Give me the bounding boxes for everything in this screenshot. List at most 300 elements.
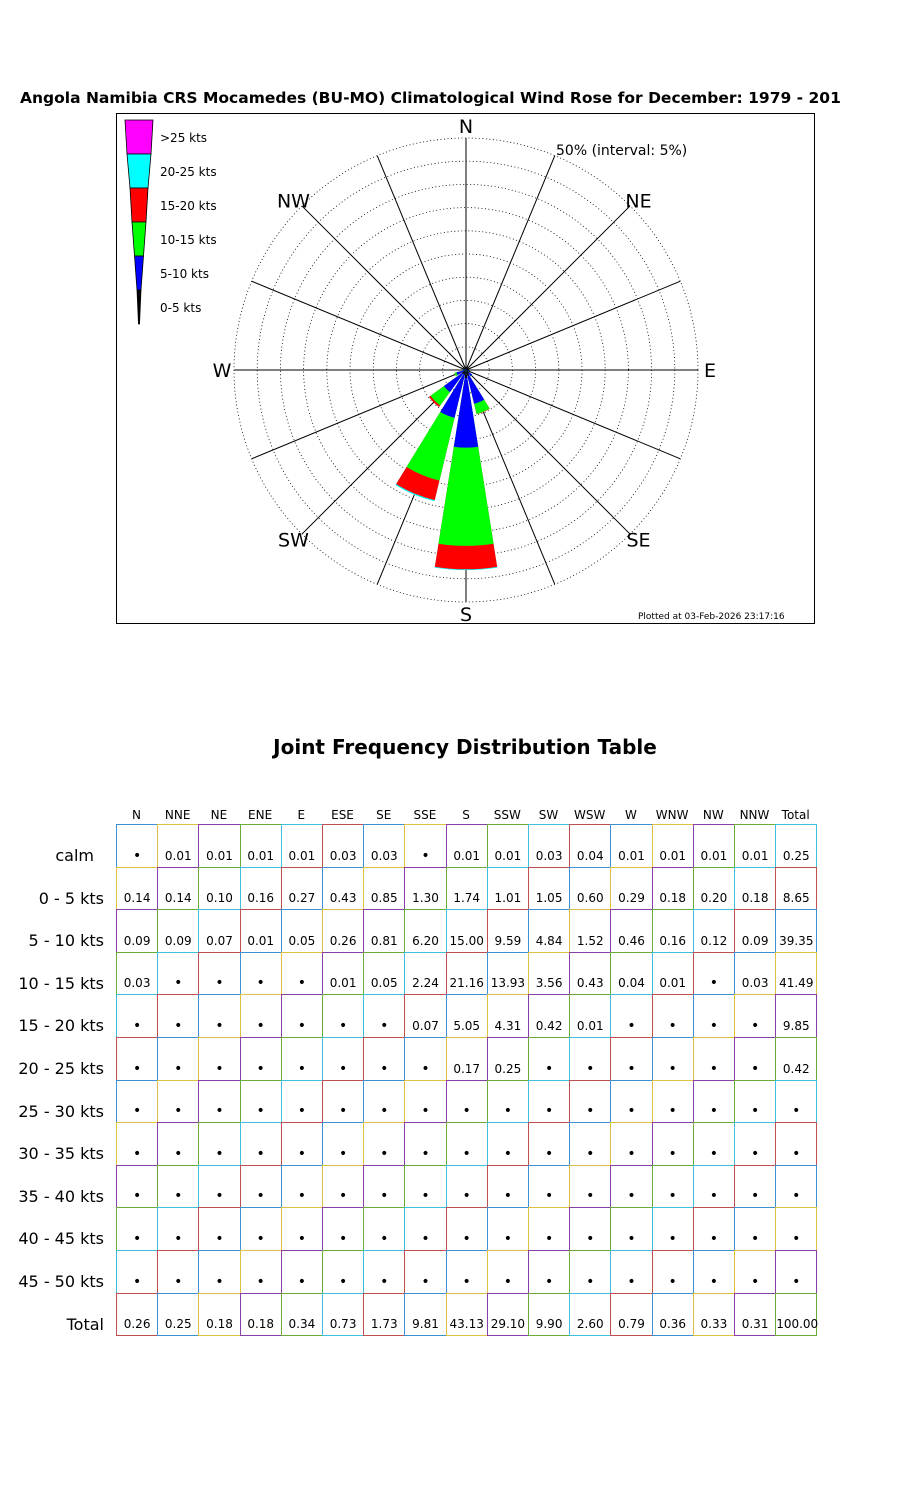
- table-cell: [775, 867, 817, 911]
- table-cell: [569, 867, 611, 911]
- cell-value: 1.74: [453, 891, 481, 906]
- cell-value: 0.20: [700, 891, 728, 906]
- cell-value: •: [338, 1145, 348, 1162]
- legend-swatch-3: [132, 222, 146, 256]
- cell-value: •: [503, 1103, 513, 1120]
- cell-value: •: [668, 1017, 677, 1034]
- table-cell: [240, 1207, 282, 1251]
- table-cell: [116, 1080, 158, 1124]
- table-cell: [116, 952, 158, 996]
- table-cell: [157, 1250, 199, 1294]
- table-cell: [446, 909, 488, 953]
- cell-value: 0.18: [206, 1317, 233, 1332]
- row-header: 30 - 35 kts: [18, 1144, 104, 1164]
- table-cell: [363, 1293, 405, 1337]
- table-cell: [322, 1250, 364, 1294]
- cell-value: •: [750, 1230, 760, 1247]
- table-cell: [404, 1250, 446, 1294]
- table-cell: [734, 952, 776, 996]
- cell-value: •: [174, 1188, 183, 1205]
- cell-value: 0.10: [206, 891, 233, 906]
- cell-value: 0.01: [247, 933, 275, 948]
- table-cell: [610, 867, 652, 911]
- cell-value: 0.18: [741, 891, 769, 906]
- cell-value: 15.00: [449, 933, 484, 948]
- table-cell: [569, 952, 611, 996]
- cell-value: 0.42: [782, 1061, 810, 1076]
- table-cell: [610, 1250, 652, 1294]
- table-cell: [281, 952, 323, 996]
- cell-value: •: [503, 1145, 513, 1162]
- table-cell: [404, 952, 446, 996]
- column-header: E: [297, 808, 306, 822]
- row-header: 20 - 25 kts: [18, 1059, 104, 1078]
- table-cell: [198, 952, 240, 996]
- cell-value: •: [174, 1145, 183, 1162]
- column-header: N: [132, 808, 141, 822]
- cell-value: •: [215, 1060, 224, 1077]
- cell-value: 0.05: [370, 976, 398, 991]
- table-title: Joint Frequency Distribution Table: [273, 735, 657, 759]
- table-cell: [610, 994, 652, 1038]
- table-cell: [734, 1080, 776, 1124]
- cell-value: •: [297, 1273, 307, 1290]
- column-header: ESE: [331, 808, 354, 822]
- cell-value: •: [627, 1145, 636, 1162]
- cell-value: •: [174, 1273, 183, 1290]
- row-header: 40 - 45 kts: [18, 1229, 104, 1249]
- cell-value: 0.46: [618, 933, 645, 948]
- table-cell: [116, 909, 158, 953]
- table-cell: [569, 1122, 611, 1166]
- cell-value: •: [132, 1017, 142, 1034]
- cell-value: 0.25: [782, 848, 810, 863]
- table-cell: [487, 867, 529, 911]
- cell-value: •: [297, 1145, 307, 1162]
- legend-label-2: 15-20 kts: [160, 199, 217, 213]
- table-cell: [569, 909, 611, 953]
- cell-value: 0.03: [329, 848, 357, 863]
- column-header: W: [624, 808, 637, 822]
- cell-value: •: [256, 1103, 265, 1120]
- cell-value: •: [792, 1103, 801, 1120]
- cell-value: 0.43: [576, 976, 604, 991]
- table-cell: [528, 994, 570, 1038]
- table-cell: [734, 909, 776, 953]
- cell-value: 0.01: [659, 976, 687, 991]
- legend-swatch-1: [127, 154, 151, 188]
- table-cell: [734, 1250, 776, 1294]
- table-cell: [322, 909, 364, 953]
- table-cell: [775, 994, 817, 1038]
- table-cell: [446, 952, 488, 996]
- table-cell: [240, 1037, 282, 1081]
- table-cell: [116, 1165, 158, 1209]
- cell-value: •: [297, 1188, 307, 1205]
- table-cell: [693, 994, 735, 1038]
- table-cell: [610, 909, 652, 953]
- cell-value: 1.73: [370, 1317, 398, 1332]
- cell-value: •: [380, 1060, 389, 1077]
- table-cell: [528, 1037, 570, 1081]
- cell-value: 0.29: [618, 891, 645, 906]
- legend-swatch-0: [125, 120, 153, 154]
- table-cell: [487, 1037, 529, 1081]
- cell-value: •: [709, 1145, 719, 1162]
- cell-value: •: [750, 1060, 760, 1077]
- cell-value: •: [627, 1230, 636, 1247]
- table-cell: [693, 867, 735, 911]
- cell-value: •: [792, 1145, 801, 1162]
- cell-value: •: [792, 1188, 801, 1205]
- legend-swatch-4: [135, 256, 144, 290]
- table-cell: [487, 952, 529, 996]
- table-cell: [528, 1250, 570, 1294]
- table-cell: [693, 909, 735, 953]
- table-cell: [652, 1080, 694, 1124]
- cell-value: 0.01: [288, 848, 316, 863]
- grid-spoke: [377, 156, 466, 370]
- cell-value: •: [709, 1017, 719, 1034]
- cell-value: •: [750, 1103, 760, 1120]
- cell-value: •: [503, 1188, 513, 1205]
- cell-value: •: [256, 1230, 265, 1247]
- cell-value: 0.18: [247, 1317, 275, 1332]
- cell-value: •: [174, 1060, 183, 1077]
- table-cell: [775, 1293, 817, 1337]
- table-cell: [446, 1122, 488, 1166]
- cell-value: •: [750, 1188, 760, 1205]
- cell-value: •: [627, 1103, 636, 1120]
- cell-value: 0.12: [700, 933, 728, 948]
- column-header: S: [462, 808, 470, 822]
- table-cell: [404, 1293, 446, 1337]
- table-cell: [322, 952, 364, 996]
- table-cell: [487, 824, 529, 868]
- cell-value: 0.05: [288, 933, 316, 948]
- cell-value: 0.09: [741, 933, 769, 948]
- grid-spoke: [466, 370, 680, 459]
- row-header: 0 - 5 kts: [38, 888, 104, 908]
- cell-value: •: [338, 1060, 348, 1077]
- cell-value: 0.26: [123, 1317, 151, 1332]
- table-cell: [363, 1250, 405, 1294]
- cell-value: •: [709, 1103, 719, 1120]
- table-cell: [363, 994, 405, 1038]
- compass-label-sw: SW: [278, 529, 309, 552]
- table-cell: [157, 909, 199, 953]
- row-header: 25 - 30 kts: [18, 1101, 104, 1121]
- table-cell: [240, 867, 282, 911]
- cell-value: •: [503, 1273, 513, 1290]
- cell-value: •: [668, 1145, 677, 1162]
- table-cell: [446, 1037, 488, 1081]
- table-cell: [569, 994, 611, 1038]
- table-cell: [446, 824, 488, 868]
- cell-value: •: [256, 975, 265, 992]
- cell-value: 13.93: [490, 976, 526, 991]
- table-cell: [281, 1037, 323, 1081]
- cell-value: 0.85: [370, 891, 398, 906]
- table-cell: [404, 1080, 446, 1124]
- table-cell: [363, 1122, 405, 1166]
- cell-value: •: [256, 1188, 265, 1205]
- table-cell: [693, 1080, 735, 1124]
- table-cell: [322, 1207, 364, 1251]
- cell-value: 8.65: [782, 891, 810, 906]
- table-cell: [116, 1207, 158, 1251]
- cell-value: •: [462, 1273, 471, 1290]
- column-header: Total: [781, 808, 810, 822]
- cell-value: •: [256, 1060, 265, 1077]
- table-cell: [652, 1293, 694, 1337]
- table-cell: [734, 1207, 776, 1251]
- column-header: SSW: [493, 808, 521, 822]
- table-cell: [528, 952, 570, 996]
- cell-value: •: [544, 1145, 554, 1162]
- cell-value: 0.01: [741, 848, 769, 863]
- cell-value: •: [132, 1230, 142, 1247]
- table-cell: [281, 1165, 323, 1209]
- table-cell: [734, 1122, 776, 1166]
- row-header: 35 - 40 kts: [18, 1186, 104, 1206]
- table-cell: [734, 1165, 776, 1209]
- cell-value: 0.34: [288, 1317, 316, 1332]
- cell-value: 0.04: [576, 848, 604, 863]
- table-cell: [157, 824, 199, 868]
- table-cell: [775, 1207, 817, 1251]
- grid-spoke: [466, 281, 680, 370]
- table-cell: [281, 1080, 323, 1124]
- table-cell: [446, 867, 488, 911]
- column-header: SW: [538, 808, 559, 822]
- table-cell: [569, 824, 611, 868]
- table-cell: [240, 952, 282, 996]
- cell-value: 0.33: [700, 1317, 728, 1332]
- table-cell: [240, 909, 282, 953]
- cell-value: •: [380, 1103, 389, 1120]
- cell-value: 0.09: [164, 933, 192, 948]
- table-cell: [240, 824, 282, 868]
- table-cell: [734, 867, 776, 911]
- table-cell: [652, 1165, 694, 1209]
- table-cell: [610, 1165, 652, 1209]
- table-cell: [157, 1165, 199, 1209]
- cell-value: •: [586, 1230, 595, 1247]
- cell-value: 0.18: [659, 891, 687, 906]
- cell-value: 0.73: [329, 1317, 357, 1332]
- cell-value: •: [132, 1145, 142, 1162]
- grid-spoke: [252, 281, 466, 370]
- cell-value: •: [174, 1230, 183, 1247]
- compass-label-e: E: [703, 360, 717, 382]
- table-cell: [693, 1250, 735, 1294]
- table-cell: [487, 994, 529, 1038]
- cell-value: •: [215, 975, 224, 992]
- table-cell: [693, 952, 735, 996]
- cell-value: 2.24: [412, 976, 439, 991]
- table-cell: [734, 994, 776, 1038]
- column-header: ENE: [248, 808, 273, 822]
- grid-spoke: [466, 156, 555, 370]
- table-cell: [322, 1080, 364, 1124]
- column-header: SE: [376, 808, 392, 822]
- grid-spoke: [302, 206, 466, 370]
- table-cell: [775, 909, 817, 953]
- cell-value: •: [338, 1103, 348, 1120]
- table-cell: [446, 1165, 488, 1209]
- table-cell: [652, 1207, 694, 1251]
- cell-value: 21.16: [449, 976, 484, 991]
- cell-value: 9.81: [412, 1317, 439, 1332]
- table-cell: [569, 1080, 611, 1124]
- cell-value: 0.31: [741, 1317, 769, 1332]
- table-cell: [734, 1293, 776, 1337]
- cell-value: 0.25: [494, 1061, 522, 1076]
- cell-value: 0.14: [123, 891, 151, 906]
- cell-value: •: [338, 1017, 348, 1034]
- cell-value: 1.52: [576, 933, 604, 948]
- cell-value: •: [792, 1273, 801, 1290]
- table-cell: [198, 1250, 240, 1294]
- legend-label-0: >25 kts: [160, 131, 208, 145]
- cell-value: •: [586, 1273, 595, 1290]
- table-cell: [198, 824, 240, 868]
- table-cell: [404, 867, 446, 911]
- cell-value: •: [132, 1103, 142, 1120]
- table-cell: [528, 1122, 570, 1166]
- column-header: NW: [702, 808, 724, 822]
- table-cell: [528, 1165, 570, 1209]
- table-cell: [404, 1037, 446, 1081]
- cell-value: 5.05: [453, 1018, 481, 1033]
- table-cell: [240, 1250, 282, 1294]
- cell-value: •: [380, 1145, 389, 1162]
- cell-value: •: [421, 1145, 430, 1162]
- table-cell: [157, 952, 199, 996]
- table-cell: [322, 1122, 364, 1166]
- table-cell: [775, 824, 817, 868]
- cell-value: 0.79: [618, 1317, 645, 1332]
- cell-value: •: [256, 1017, 265, 1034]
- table-cell: [487, 1293, 529, 1337]
- cell-value: •: [627, 1017, 636, 1034]
- cell-value: 0.60: [576, 891, 604, 906]
- table-cell: [610, 1037, 652, 1081]
- table-cell: [322, 994, 364, 1038]
- cell-value: 9.85: [782, 1018, 810, 1033]
- cell-value: 0.01: [206, 848, 233, 863]
- table-cell: [693, 1165, 735, 1209]
- table-cell: [652, 1037, 694, 1081]
- table-cell: [116, 1293, 158, 1337]
- legend-label-3: 10-15 kts: [160, 233, 217, 247]
- cell-value: 0.01: [700, 848, 728, 863]
- table-cell: [404, 1165, 446, 1209]
- cell-value: 0.03: [741, 976, 769, 991]
- column-header: NE: [210, 808, 228, 822]
- cell-value: 41.49: [779, 976, 814, 991]
- table-cell: [116, 994, 158, 1038]
- table-cell: [363, 867, 405, 911]
- row-header: calm: [55, 846, 94, 865]
- table-cell: [198, 1165, 240, 1209]
- table-cell: [157, 994, 199, 1038]
- row-header: 15 - 20 kts: [18, 1016, 104, 1036]
- table-cell: [446, 1293, 488, 1337]
- table-cell: [652, 952, 694, 996]
- table-cell: [693, 1207, 735, 1251]
- table-cell: [240, 1122, 282, 1166]
- table-cell: [652, 909, 694, 953]
- table-cell: [446, 1080, 488, 1124]
- table-cell: [281, 1250, 323, 1294]
- table-cell: [610, 1122, 652, 1166]
- cell-value: 0.09: [123, 933, 151, 948]
- cell-value: •: [297, 975, 307, 992]
- cell-value: •: [586, 1188, 595, 1205]
- table-cell: [569, 1037, 611, 1081]
- table-cell: [116, 1037, 158, 1081]
- cell-value: •: [174, 975, 183, 992]
- table-cell: [116, 1122, 158, 1166]
- cell-value: •: [215, 1273, 224, 1290]
- cell-value: •: [174, 1017, 183, 1034]
- cell-value: •: [338, 1230, 348, 1247]
- table-cell: [528, 1080, 570, 1124]
- cell-value: 0.01: [618, 848, 645, 863]
- table-cell: [240, 1293, 282, 1337]
- table-cell: [198, 1080, 240, 1124]
- compass-label-n: N: [458, 116, 474, 138]
- row-header: Total: [66, 1314, 104, 1334]
- cell-value: •: [297, 1103, 307, 1120]
- cell-value: •: [297, 1017, 307, 1034]
- column-header: SSE: [413, 808, 437, 822]
- table-cell: [610, 824, 652, 868]
- cell-value: •: [256, 1273, 265, 1290]
- cell-value: •: [586, 1103, 595, 1120]
- cell-value: •: [421, 1188, 430, 1205]
- cell-value: •: [215, 1230, 224, 1247]
- table-cell: [281, 1207, 323, 1251]
- cell-value: •: [174, 1103, 183, 1120]
- cell-value: 0.14: [164, 891, 192, 906]
- cell-value: 0.01: [576, 1018, 604, 1033]
- cell-value: •: [709, 975, 719, 992]
- cell-value: 43.13: [449, 1317, 484, 1332]
- table-cell: [198, 1293, 240, 1337]
- table-cell: [363, 824, 405, 868]
- cell-value: 0.01: [453, 848, 481, 863]
- table-cell: [487, 1207, 529, 1251]
- table-cell: [610, 952, 652, 996]
- table-cell: [775, 1165, 817, 1209]
- compass-label-w: W: [212, 360, 232, 382]
- table-cell: [652, 1250, 694, 1294]
- cell-value: 6.20: [412, 933, 439, 948]
- table-cell: [281, 1122, 323, 1166]
- table-cell: [157, 867, 199, 911]
- cell-value: •: [132, 1188, 142, 1205]
- cell-value: •: [462, 1145, 471, 1162]
- cell-value: •: [709, 1230, 719, 1247]
- cell-value: •: [421, 1230, 430, 1247]
- cell-value: •: [421, 1103, 430, 1120]
- cell-value: •: [421, 847, 430, 864]
- cell-value: •: [544, 1188, 554, 1205]
- table-cell: [116, 824, 158, 868]
